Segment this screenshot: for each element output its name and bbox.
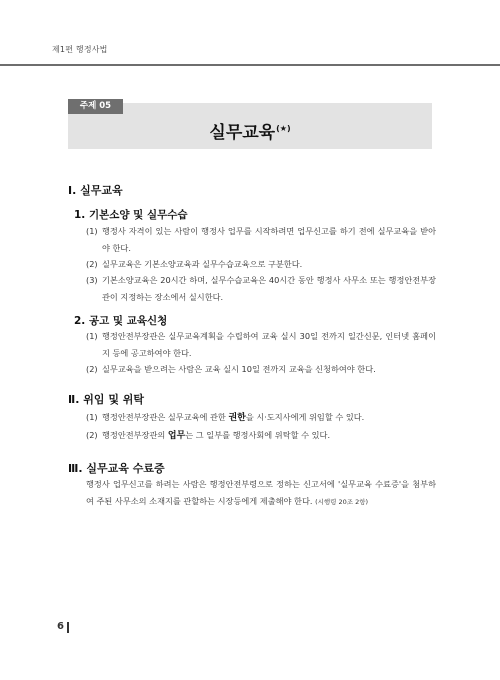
header-rule: [0, 64, 500, 66]
item-text: 행정사 자격이 있는 사람이 행정사 업무를 시작하려면 업무신고를 하기 전에 실무교육을 받아야 한다.: [102, 226, 436, 253]
paragraph-text: 행정사 업무신고를 하려는 사람은 행정안전부령으로 정하는 신고서에 '실무교육 수료증'을 첨부하여 주된 사무소의 소재지를 관할하는 시장등에게 제출해야 한다.: [86, 479, 436, 506]
topic-title-text: 실무교육: [209, 123, 276, 143]
item-text: 실무교육을 받으려는 사람은 교육 실시 10일 전까지 교육을 신청하여야 한다.: [102, 364, 376, 374]
subsection-heading-1-2: 2. 공고 및 교육신청: [74, 315, 168, 327]
section-heading-3: Ⅲ. 실무교육 수료증: [68, 462, 165, 475]
list-item: [86, 256, 436, 273]
item-number: (2): [86, 430, 98, 440]
list-item: [86, 223, 436, 257]
list-item: [86, 361, 436, 378]
item-number: (1): [86, 331, 98, 341]
item-text: 행정안전부장관은 실무교육계획을 수립하여 교육 실시 30일 전까지 일간신문, 인터넷 홈페이지 등에 공고하여야 한다.: [102, 331, 436, 358]
item-text: 행정안전부장관의 업무는 그 일부를 행정사회에 위탁할 수 있다.: [102, 430, 331, 441]
item-text: 행정안전부장관은 실무교육에 관한 권한을 시·도지사에게 위임할 수 있다.: [102, 412, 365, 423]
importance-mark: (★): [276, 124, 291, 134]
section-3-paragraph: [86, 476, 436, 511]
citation: (시행령 20조 2항): [315, 498, 369, 506]
item-number: (3): [86, 275, 98, 285]
item-number: (2): [86, 259, 98, 269]
emphasis-text: 권한: [228, 413, 246, 423]
item-number: (1): [86, 412, 98, 422]
list-item: [86, 427, 436, 445]
topic-title: [68, 118, 432, 143]
list-item: [86, 272, 436, 306]
section-heading-2: Ⅱ. 위임 및 위탁: [68, 393, 145, 406]
section-heading-1: Ⅰ. 실무교육: [68, 184, 123, 197]
item-text: 실무교육은 기본소양교육과 실무수습교육으로 구분한다.: [102, 259, 303, 269]
item-text: 기본소양교육은 20시간 하며, 실무수습교육은 40시간 동안 행정사 사무소 또는 행정안전부장관이 지정하는 장소에서 실시한다.: [102, 275, 436, 302]
running-header: 제1편 행정사법: [52, 45, 108, 54]
item-number: (1): [86, 226, 98, 236]
item-number: (2): [86, 364, 98, 374]
page-number: 6: [57, 621, 64, 632]
emphasis-text: 업무: [167, 431, 186, 441]
subsection-heading-1-1: 1. 기본소양 및 실무수습: [74, 209, 188, 221]
page-number-bar: [67, 622, 69, 633]
list-item: [86, 328, 436, 362]
list-item: [86, 409, 436, 427]
topic-tag: 주제 05: [68, 99, 123, 114]
